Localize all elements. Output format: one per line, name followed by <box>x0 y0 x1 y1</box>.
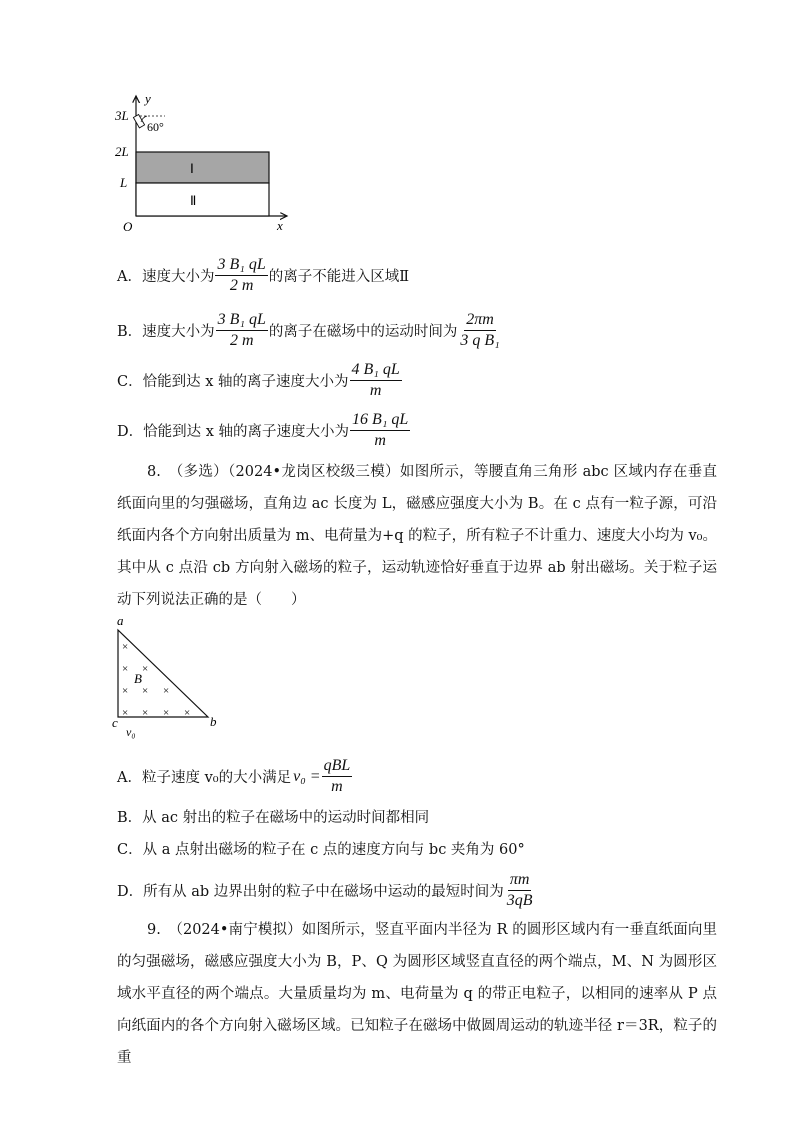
cross-mark: × <box>142 663 149 675</box>
q8-option-b: B． 从 ac 射出的粒子在磁场中的运动时间都相同 <box>117 810 430 826</box>
q8-option-c: C． 从 a 点射出磁场的粒子在 c 点的速度方向与 bc 夹角为 60° <box>117 842 525 858</box>
vertex-a: a <box>117 613 124 628</box>
cross-mark: × <box>142 685 149 697</box>
cross-mark: × <box>163 707 170 719</box>
triangle-abc <box>118 630 208 717</box>
label-y: y <box>145 91 151 106</box>
vertex-b: b <box>210 714 217 729</box>
cross-mark: × <box>163 685 170 697</box>
label-3L: 3L <box>115 108 129 123</box>
label-L: L <box>120 175 128 190</box>
label-region-2: Ⅱ <box>190 193 197 208</box>
figure-triangle <box>108 612 228 742</box>
cross-mark: × <box>122 685 129 697</box>
cross-mark: × <box>184 707 191 719</box>
q7-option-c: C． 恰能到达 x 轴的离子速度大小为 $\frac{\text{4 B₁ qL}}{m}$ <box>117 361 400 399</box>
label-angle: 60° <box>147 120 164 134</box>
region-1 <box>136 152 269 183</box>
cross-mark: × <box>122 663 129 675</box>
q8-stem: 8. （多选）（2024•龙岗区校级三模）如图所示，等腰直角三角形 abc 区域内存在垂直纸面向里的匀强磁场，直角边 ac 长度为 L，磁感应强度大小为 B。在 c 点有一粒子源，可沿纸面内各个方向射出质量为 m、电荷量为+q 的粒子，所有粒子不计重力、速度大小均为 v₀。其中从 c 点沿 cb 方向射入磁场的粒子，运动轨迹恰好垂直于边界 ab 射出磁场。关于粒子运动下列说法正确的是（ ） <box>117 464 717 608</box>
label-region-1: Ⅰ <box>190 161 194 176</box>
q8-option-d: D． 所有从 ab 边界出射的粒子中在磁场中运动的最短时间为 $\frac{\pi m}{3qB}$ <box>117 871 533 909</box>
source-icon <box>133 115 144 128</box>
field-label-B: B <box>134 671 142 686</box>
region-2 <box>136 183 269 216</box>
label-x: x <box>277 218 283 233</box>
cross-mark: × <box>142 707 149 719</box>
q7-option-d: D． 恰能到达 x 轴的离子速度大小为 $\frac{\text{16 B₁ qL}}{m}$ <box>117 411 409 449</box>
vertex-c: c <box>112 715 118 730</box>
field-crosses <box>122 641 190 719</box>
q9-stem: 9. （2024•南宁模拟）如图所示，竖直平面内半径为 R 的圆形区域内有一垂直纸面向里的匀强磁场，磁感应强度大小为 B，P、Q 为圆形区域竖直直径的两个端点，M、N 为圆形区域水平直径的两个端点。大量质量均为 m、电荷量为 q 的带正电粒子，以相同的速率从 P 点向纸面内的各个方向射入磁场区域。已知粒子在磁场中做圆周运动的轨迹半径 r＝3R，粒子的重 <box>117 922 717 1066</box>
label-2L: 2L <box>115 144 129 159</box>
cross-mark: × <box>122 707 129 719</box>
q8-option-a: A． 粒子速度 v₀的大小满足 v₀ = $\frac{\text{qBL}}{m}$ <box>117 757 351 795</box>
q7-option-a: A． 速度大小为 $\frac{\text{3 B₁ qL}}{2 m}$ 的离子不能进入区域Ⅱ <box>117 256 410 294</box>
figure-regions <box>105 88 305 238</box>
velocity-label: v₀ <box>126 725 136 739</box>
label-origin: O <box>123 219 133 234</box>
cross-mark: × <box>122 641 129 653</box>
q7-option-b: B． 速度大小为 $\frac{\text{3 B₁ qL}}{2 m}$ 的离子在磁场中的运动时间为 $\frac{2\pi m}{\text{3 q B₁}}$ <box>117 311 500 349</box>
